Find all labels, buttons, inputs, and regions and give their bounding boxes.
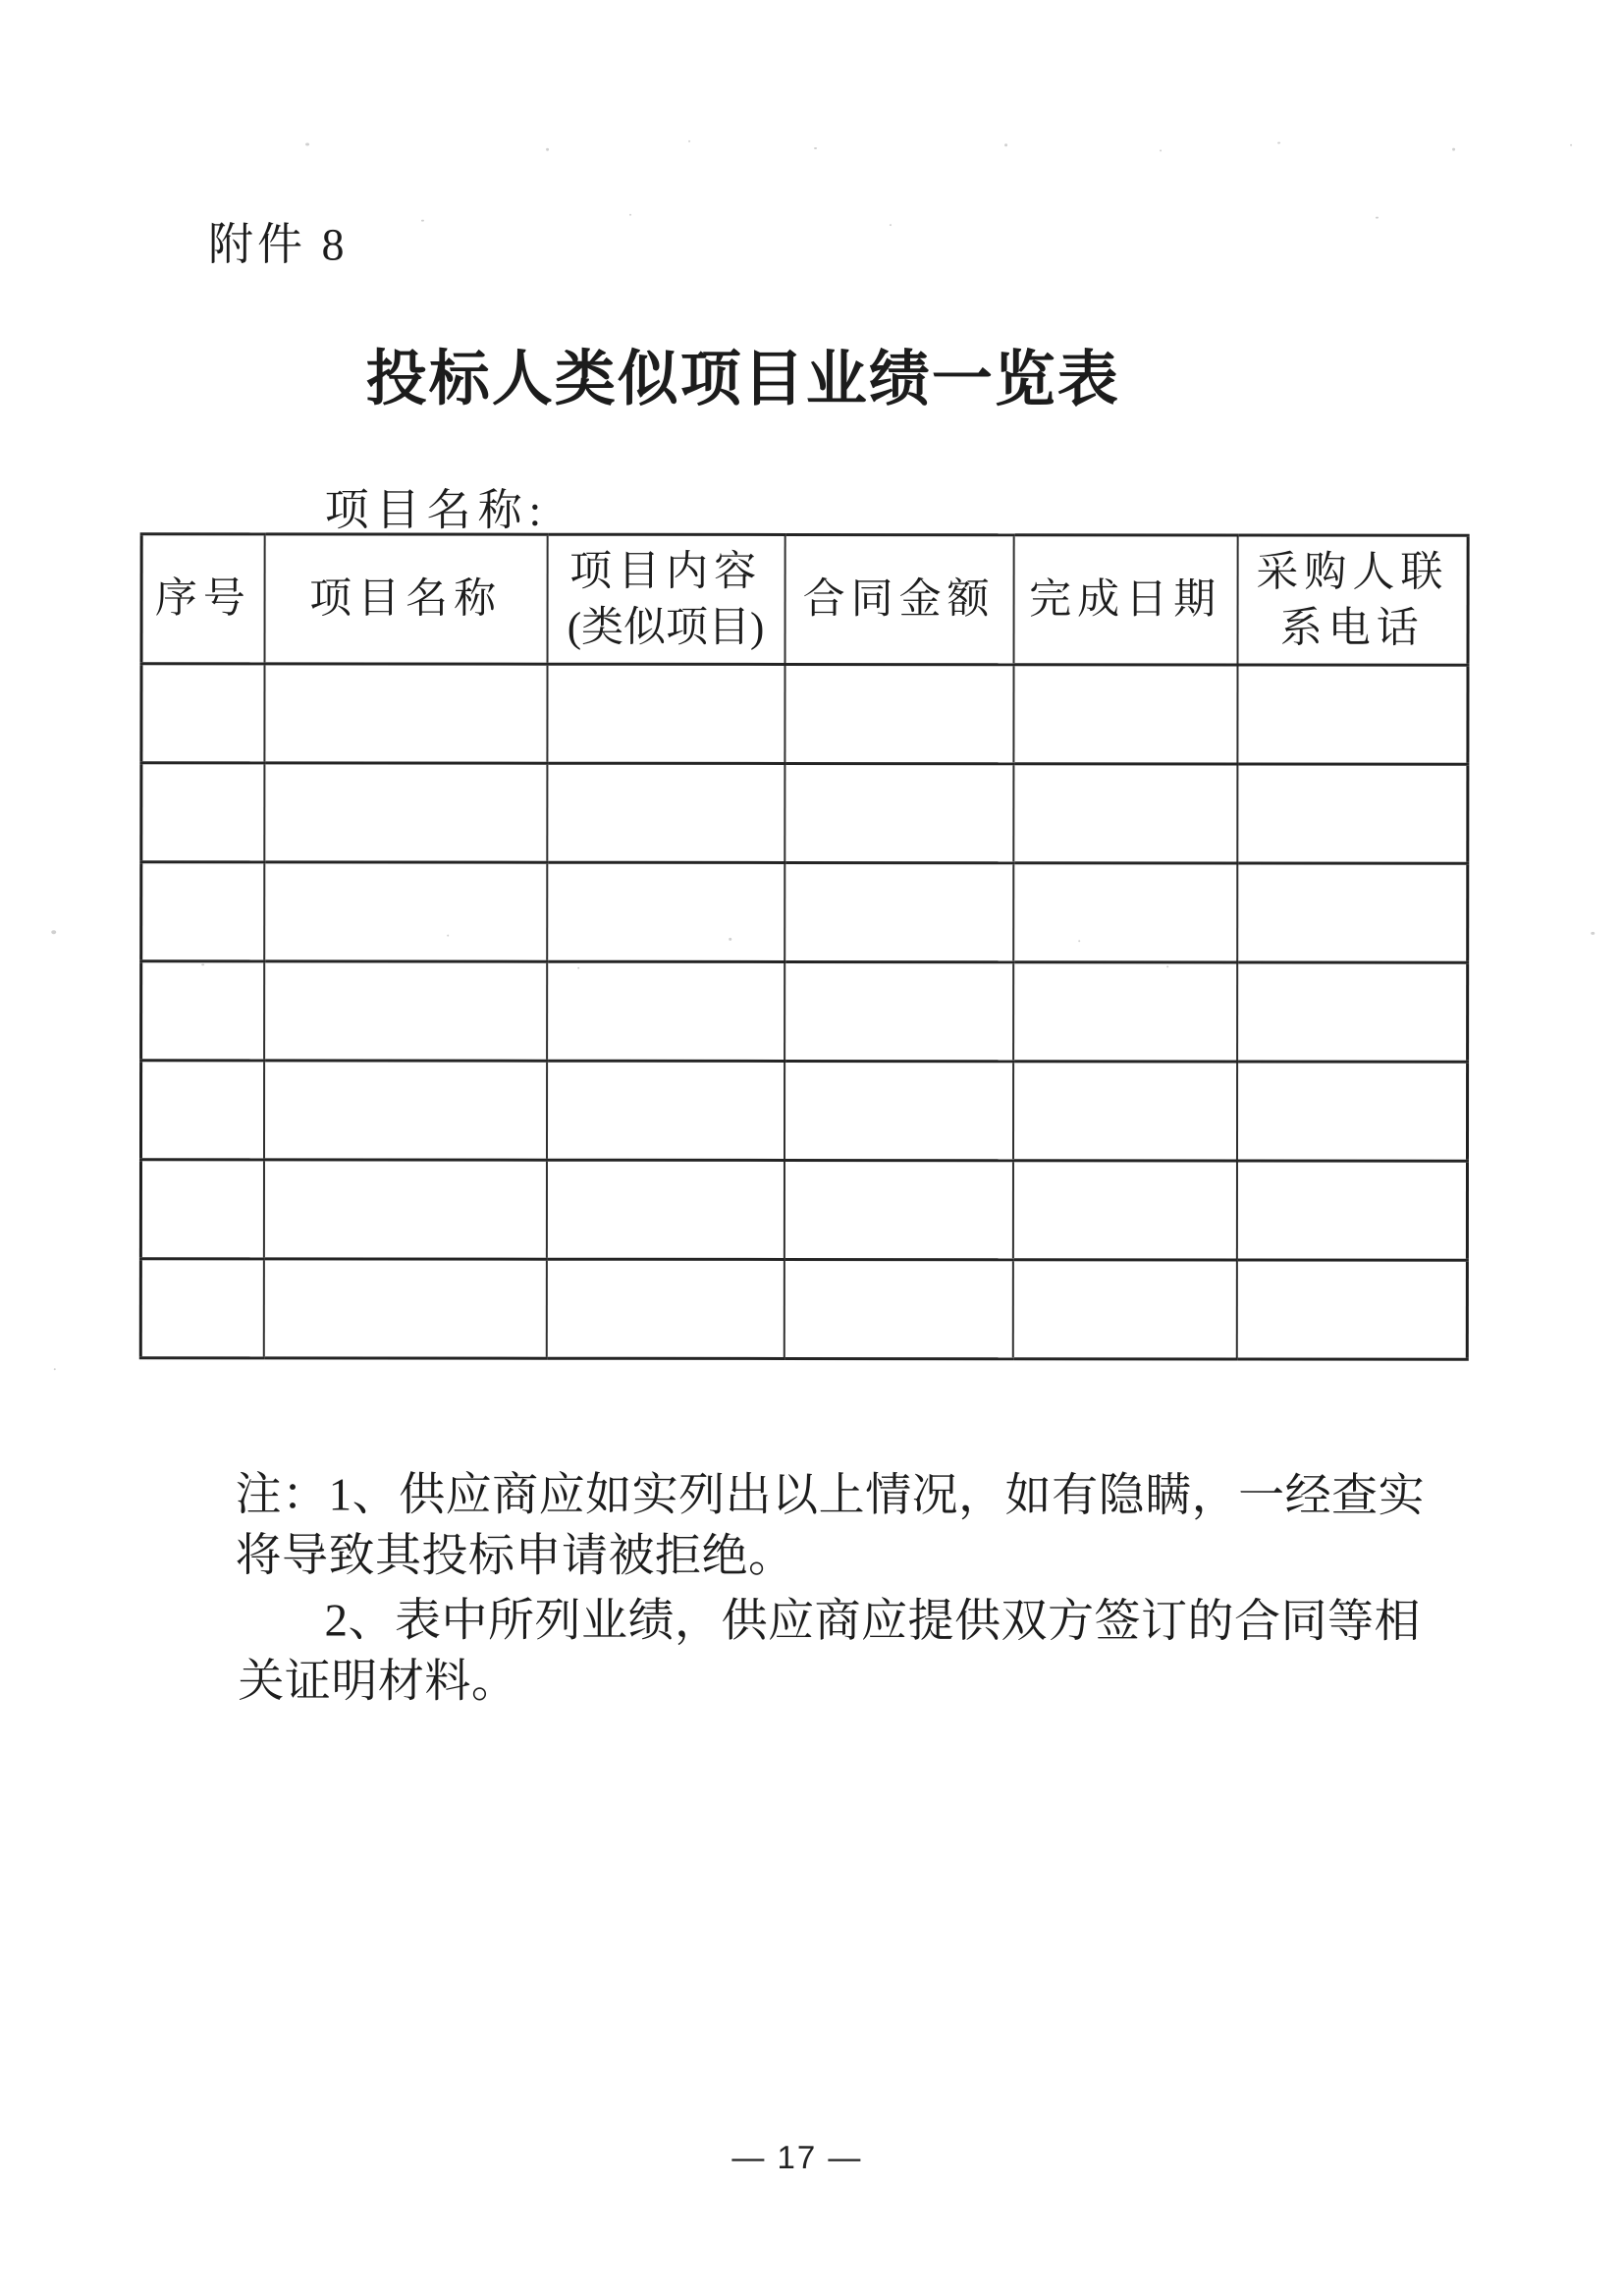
table-cell: [140, 1259, 263, 1358]
table-cell: [141, 763, 264, 862]
scan-speckle: [1376, 217, 1379, 219]
scan-speckle: [629, 214, 631, 216]
table-cell: [547, 664, 784, 763]
table-row: [141, 664, 1468, 764]
table-cell: [1237, 665, 1468, 764]
scan-speckle: [1160, 149, 1162, 151]
project-name-label: 项目名称:: [324, 485, 549, 535]
page-number: — 17 —: [731, 2138, 863, 2176]
table-cell: [1013, 665, 1237, 764]
scan-speckle: [1166, 965, 1168, 967]
table-cell: [546, 1061, 784, 1160]
table-cell: [1236, 1161, 1467, 1260]
table-cell: [784, 1259, 1012, 1358]
table-cell: [264, 664, 547, 763]
table-cell: [1237, 863, 1468, 962]
table-row: [140, 1160, 1467, 1260]
header-cell-seq: [141, 534, 264, 664]
table-cell: [141, 664, 264, 763]
table-cell: [784, 1160, 1012, 1259]
table-cell: [547, 961, 784, 1061]
table-cell: [1013, 962, 1237, 1062]
table-cell: [141, 961, 264, 1061]
document-title: 投标人类似项目业绩一览表: [365, 346, 1120, 414]
table-cell: [141, 862, 264, 961]
table-header-row: [141, 534, 1468, 665]
header-line: 合同金额: [802, 575, 996, 624]
table-cell: [140, 1160, 263, 1259]
table-cell: [264, 961, 547, 1061]
scan-speckle: [814, 147, 817, 149]
note-line-3: 2、表中所列业绩，供应商应提供双方签订的合同等相: [324, 1595, 1422, 1648]
table-cell: [784, 862, 1013, 961]
header-line: 完成日期: [1029, 576, 1222, 624]
table-cell: [1236, 1062, 1467, 1161]
table-cell: [784, 1061, 1012, 1160]
table-cell: [1012, 1161, 1236, 1260]
scan-speckle: [305, 142, 309, 145]
scan-speckle: [577, 967, 579, 969]
table-cell: [263, 1061, 546, 1160]
table-cell: [1237, 962, 1468, 1062]
table-cell: [1236, 1260, 1467, 1359]
header-line: 项目名称: [309, 575, 503, 623]
header-line: 采购人联: [1256, 548, 1449, 596]
header-line: 项目内容: [569, 548, 763, 595]
table-cell: [546, 1160, 784, 1259]
scan-speckle: [688, 140, 690, 142]
note-line-2: 将导致其投标申请被拒绝。: [235, 1530, 795, 1582]
table-cell: [547, 862, 784, 961]
table-row: [141, 763, 1468, 863]
table-cell: [140, 1061, 263, 1160]
scan-speckle: [201, 963, 204, 965]
table-cell: [784, 763, 1013, 862]
scan-speckle: [1277, 141, 1280, 143]
table-cell: [1237, 764, 1468, 863]
header-line: 序号: [154, 575, 251, 623]
scan-speckle: [421, 220, 424, 222]
table-cell: [263, 1259, 546, 1358]
table-row: [141, 961, 1468, 1062]
scan-speckle: [729, 938, 731, 941]
header-line: 系电话: [1279, 604, 1425, 652]
table-cell: [546, 1259, 784, 1358]
scan-speckle: [447, 935, 449, 937]
scan-speckle: [1452, 148, 1455, 151]
note-line-1: 注：1、供应商应如实列出以上情况，如有隐瞒，一经查实: [235, 1469, 1426, 1522]
header-cell-project-content: [547, 534, 784, 664]
scan-speckle: [1004, 143, 1007, 146]
table-cell: [784, 961, 1013, 1061]
header-cell-contract-amount: [784, 534, 1013, 664]
table-cell: [1012, 1260, 1236, 1359]
scan-speckle: [1591, 932, 1595, 935]
header-line: (类似项目): [567, 604, 765, 651]
scan-speckle: [1078, 940, 1080, 942]
table-cell: [264, 862, 547, 961]
scan-speckle: [1570, 144, 1572, 146]
note-line-4: 关证明材料。: [238, 1656, 518, 1708]
header-cell-completion-date: [1013, 535, 1237, 665]
table-cell: [1012, 1062, 1236, 1161]
scan-speckle: [54, 1368, 56, 1370]
performance-table: [139, 532, 1470, 1360]
header-cell-project-name: [264, 534, 547, 664]
scan-speckle: [546, 148, 549, 151]
header-cell-purchaser-phone: [1237, 535, 1468, 665]
table-cell: [1013, 863, 1237, 962]
table-row: [141, 862, 1468, 962]
table-cell: [547, 763, 784, 862]
scan-speckle: [890, 224, 892, 226]
attachment-label: 附件 8: [207, 219, 349, 270]
table-cell: [264, 763, 547, 862]
table-cell: [1013, 764, 1237, 863]
table-cell: [784, 664, 1013, 763]
table-row: [140, 1259, 1467, 1359]
table-row: [140, 1061, 1467, 1161]
scan-speckle: [51, 930, 56, 934]
table-body: [140, 664, 1468, 1359]
table-cell: [263, 1160, 546, 1259]
